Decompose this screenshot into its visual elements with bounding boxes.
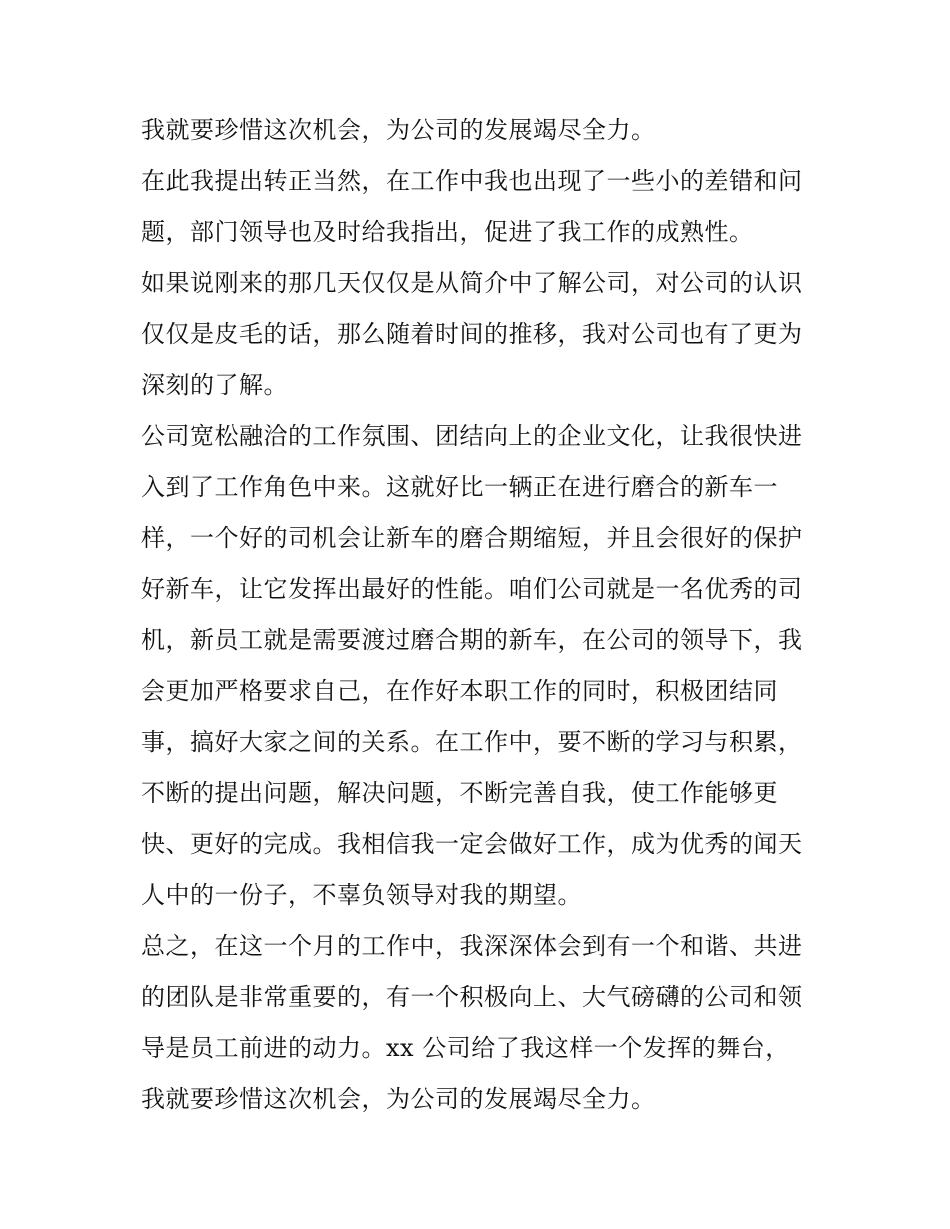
text-line: 深刻的了解。 <box>141 371 288 399</box>
text-line: 的团队是非常重要的，有一个积极向上、大气磅礴的公司和领 <box>141 983 803 1011</box>
text-line: 不断的提出问题，解决问题，不断完善自我，使工作能够更 <box>141 779 778 807</box>
text-line: 样，一个好的司机会让新车的磨合期缩短，并且会很好的保护 <box>141 524 803 552</box>
text-line: 机，新员工就是需要渡过磨合期的新车，在公司的领导下，我 <box>141 626 803 654</box>
text-line: 入到了工作角色中来。这就好比一辆正在进行磨合的新车一 <box>141 473 778 501</box>
text-line: 快、更好的完成。我相信我一定会做好工作，成为优秀的闻天 <box>141 830 803 858</box>
text-line: 人中的一份子，不辜负领导对我的期望。 <box>141 881 582 909</box>
text-line: 总之，在这一个月的工作中，我深深体会到有一个和谐、共进 <box>141 932 803 960</box>
text-line: 我就要珍惜这次机会，为公司的发展竭尽全力。 <box>141 116 656 144</box>
text-line: 如果说刚来的那几天仅仅是从简介中了解公司，对公司的认识 <box>141 269 803 297</box>
text-line: 好新车，让它发挥出最好的性能。咱们公司就是一名优秀的司 <box>141 575 803 603</box>
text-line: 在此我提出转正当然，在工作中我也出现了一些小的差错和问 <box>141 167 803 195</box>
text-line: 我就要珍惜这次机会，为公司的发展竭尽全力。 <box>141 1085 656 1113</box>
text-line: 题，部门领导也及时给我指出，促进了我工作的成熟性。 <box>141 218 754 246</box>
text-line: 公司宽松融洽的工作氛围、团结向上的企业文化，让我很快进 <box>141 422 803 450</box>
text-line: 导是员工前进的动力。xx 公司给了我这样一个发挥的舞台， <box>141 1034 790 1062</box>
text-line: 事，搞好大家之间的关系。在工作中，要不断的学习与积累， <box>141 728 803 756</box>
text-line: 仅仅是皮毛的话，那么随着时间的推移，我对公司也有了更为 <box>141 320 803 348</box>
text-line: 会更加严格要求自己，在作好本职工作的同时，积极团结同 <box>141 677 778 705</box>
